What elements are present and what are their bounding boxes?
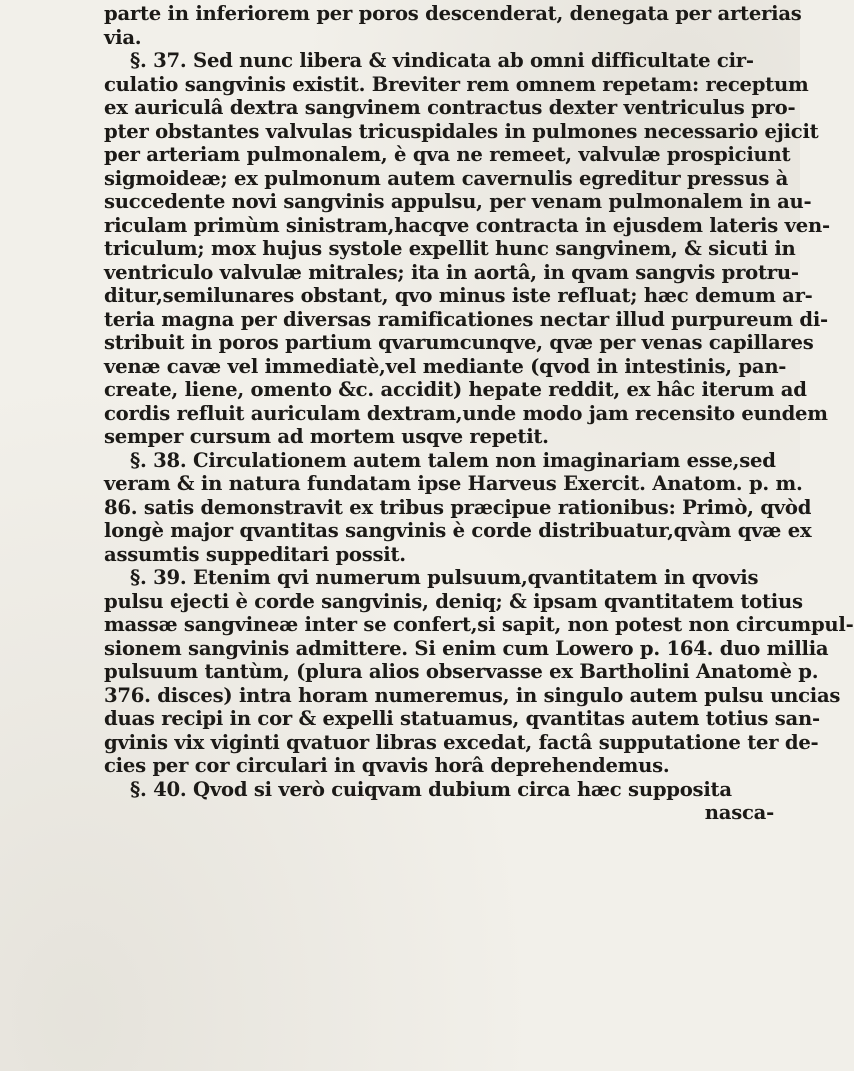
text-line: culatio sangvinis existit. Breviter rem omnem repetam: receptum (104, 72, 809, 96)
text-line: ditur,semilunares obstant, qvo minus iste refluat; hæc demum ar- (104, 284, 813, 307)
text-line: assumtis suppeditari possit. (104, 542, 406, 566)
text-line: pter obstantes valvulas tricuspidales in pulmones necessario ejicit (104, 119, 819, 143)
text-line: cordis refluit auriculam dextram,unde modo jam recensito eundem (104, 401, 828, 425)
text-line: sionem sangvinis admittere. Si enim cum Lowero p. 164. duo millia (104, 636, 829, 660)
text-line: pulsuum tantùm, (plura alios observasse ex Bartholini Anatomè p. (104, 660, 819, 683)
text-line: cies per cor circulari in qvavis horâ deprehendemus. (104, 754, 670, 777)
text-line: semper cursum ad mortem usqve repetit. (104, 425, 549, 448)
text-line: pulsu ejecti è corde sangvinis, deniq; & ipsam qvantitatem totius (104, 589, 803, 613)
text-line: ex auriculâ dextra sangvinem contractus dexter ventriculus pro- (104, 96, 796, 119)
text-line: stribuit in poros partium qvarumcunqve, qvæ per venas capillares (104, 331, 814, 354)
text-line: via. (104, 25, 142, 49)
text-line: parte in inferiorem per poros descenderat, denegata per arterias (104, 2, 802, 25)
paragraph-start-line: §. 39. Etenim qvi numerum pulsuum,qvantitatem in qvovis (130, 566, 759, 589)
text-line: gvinis vix viginti qvatuor libras excedat, factâ supputatione ter de- (104, 730, 819, 754)
text-line: longè major qvantitas sangvinis è corde distribuatur,qvàm qvæ ex (104, 519, 812, 542)
text-line: per arteriam pulmonalem, è qva ne remeet, valvulæ prospiciunt (104, 143, 791, 166)
body-text (104, 2, 854, 825)
text-line: ventriculo valvulæ mitrales; ita in aortâ, in qvam sangvis protru- (104, 260, 799, 284)
text-line: triculum; mox hujus systole expellit hunc sangvinem, & sicuti in (104, 237, 796, 260)
text-line: teria magna per diversas ramificationes nectar illud purpureum di- (104, 307, 828, 331)
text-line: veram & in natura fundatam ipse Harveus Exercit. Anatom. p. m. (104, 472, 803, 495)
text-line: 86. satis demonstravit ex tribus præcipue rationibus: Primò, qvòd (104, 495, 812, 519)
paragraph-start-line: §. 37. Sed nunc libera & vindicata ab omni difficultate cir- (130, 49, 754, 72)
text-line: succedente novi sangvinis appulsu, per venam pulmonalem in au- (104, 190, 812, 213)
paragraph-start-line: §. 38. Circulationem autem talem non imaginariam esse,sed (130, 448, 776, 472)
catchword: nasca- (704, 801, 774, 824)
text-line: venæ cavæ vel immediatè,vel mediante (qvod in intestinis, pan- (104, 354, 787, 378)
text-line: 376. disces) intra horam numeremus, in singulo autem pulsu uncias (104, 683, 841, 707)
text-line: sigmoideæ; ex pulmonum autem cavernulis egreditur pressus à (104, 166, 789, 190)
text-line: riculam primùm sinistram,hacqve contracta in ejusdem lateris ven- (104, 213, 830, 237)
text-line: create, liene, omento &c. accidit) hepate reddit, ex hâc iterum ad (104, 378, 807, 401)
paragraph-start-line: §. 40. Qvod si verò cuiqvam dubium circa hæc supposita (130, 777, 732, 801)
text-line: massæ sangvineæ inter se confert,si sapit, non potest non circumpul- (104, 613, 854, 636)
text-line: duas recipi in cor & expelli statuamus, qvantitas autem totius san- (104, 707, 820, 730)
